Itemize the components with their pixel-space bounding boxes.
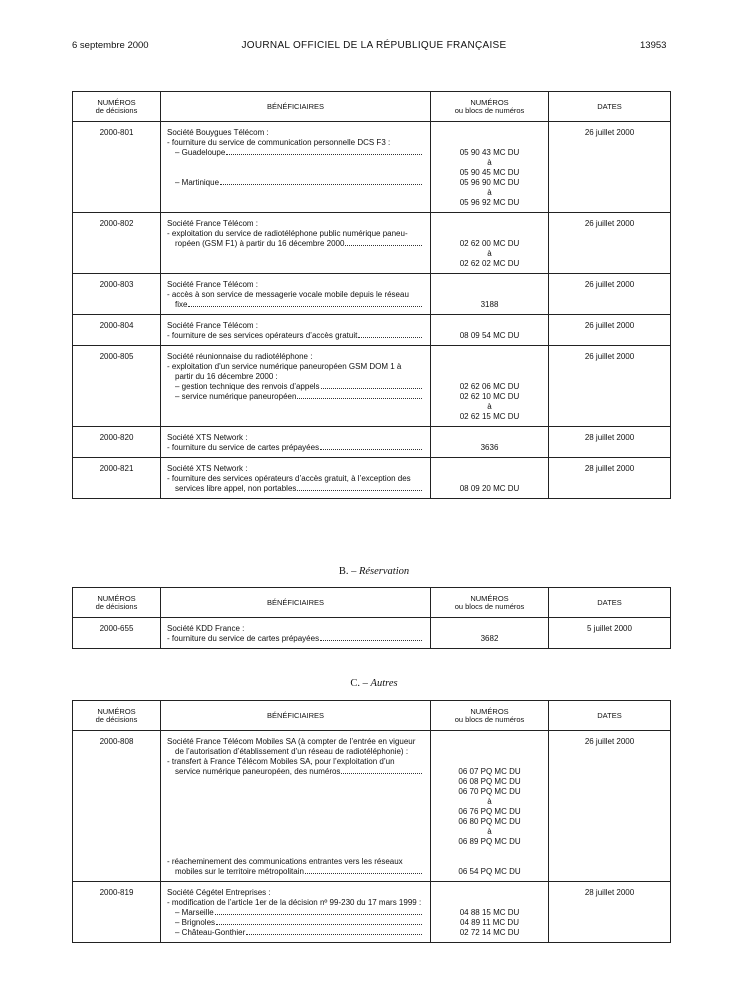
- col-header-dates: DATES: [549, 701, 671, 731]
- decision-number: 2000-805: [73, 346, 161, 427]
- number-block: [437, 474, 542, 484]
- number-block: 06 70 PQ MC DU: [458, 787, 521, 796]
- number-block: à: [487, 402, 492, 411]
- number-block: [437, 290, 542, 300]
- beneficiary-line: partir du 16 décembre 2000 :: [175, 372, 278, 381]
- decision-date: 28 juillet 2000: [549, 882, 671, 943]
- col-header-numeros-line2: ou blocs de numéros: [454, 601, 525, 611]
- decision-date: 26 juillet 2000: [549, 346, 671, 427]
- dot-leader: [216, 923, 422, 925]
- number-block: 06 80 PQ MC DU: [458, 817, 521, 826]
- number-block: à: [487, 797, 492, 806]
- col-header-numeros-line1: NUMÉROS: [470, 706, 509, 716]
- col-header-decisions-line2: de décisions: [95, 714, 138, 724]
- table-row: [73, 618, 671, 649]
- beneficiary-line: [167, 392, 424, 402]
- dot-leader: [321, 387, 422, 389]
- beneficiary-line: [167, 867, 424, 877]
- number-block: [437, 280, 542, 290]
- col-header-decisions: [73, 588, 161, 618]
- number-block: [437, 321, 542, 331]
- spacer: [167, 797, 424, 807]
- beneficiary-line: - accès à son service de messagerie vocale mobile depuis le réseau: [167, 290, 409, 299]
- decision-number: 2000-803: [73, 274, 161, 315]
- decision-number: 2000-820: [73, 427, 161, 458]
- number-block-cell: [431, 274, 549, 315]
- col-header-decisions: [73, 92, 161, 122]
- col-header-decisions-line1: NUMÉROS: [97, 706, 136, 716]
- dot-leader: [297, 489, 422, 491]
- spacer: [167, 158, 424, 168]
- beneficiary-line: [167, 767, 424, 777]
- col-header-beneficiaires: BÉNÉFICIAIRES: [161, 701, 431, 731]
- beneficiary-line-text: services libre appel, non portables: [175, 484, 297, 493]
- beneficiary-cell: [161, 882, 431, 943]
- number-block: 02 62 00 MC DU: [459, 239, 520, 248]
- decision-date: 26 juillet 2000: [549, 274, 671, 315]
- number-block: à: [487, 249, 492, 258]
- beneficiary-line: - réacheminement des communications entrantes vers les réseaux: [167, 857, 403, 866]
- number-block: [437, 757, 542, 767]
- number-block: 06 54 PQ MC DU: [458, 867, 521, 876]
- dot-leader: [341, 772, 422, 774]
- journal-title: JOURNAL OFFICIEL DE LA RÉPUBLIQUE FRANÇAISE: [241, 40, 507, 51]
- col-header-decisions-line1: NUMÉROS: [97, 97, 136, 107]
- col-header-numeros: [431, 588, 549, 618]
- decision-date: 26 juillet 2000: [549, 213, 671, 274]
- col-header-dates: DATES: [549, 92, 671, 122]
- dot-leader: [320, 639, 422, 641]
- number-block: 02 72 14 MC DU: [459, 928, 520, 937]
- spacer: [167, 807, 424, 817]
- number-block: [437, 372, 542, 382]
- table-row: [73, 731, 671, 882]
- header-row: [73, 588, 671, 618]
- beneficiary-line-text: – Marseille: [175, 908, 214, 917]
- beneficiary-line-text: – gestion technique des renvois d’appels: [175, 382, 320, 391]
- beneficiary-line-text: – Brignoles: [175, 918, 216, 927]
- number-block: 06 89 PQ MC DU: [458, 837, 521, 846]
- decision-date: 26 juillet 2000: [549, 315, 671, 346]
- beneficiary-line: Société Bouygues Télécom :: [167, 128, 269, 137]
- beneficiary-line: de l’autorisation d’établissement d’un réseau de radiotéléphonie) :: [175, 747, 409, 756]
- beneficiary-line: [167, 634, 424, 644]
- col-header-numeros: [431, 701, 549, 731]
- number-block-cell: [431, 427, 549, 458]
- col-header-decisions: [73, 701, 161, 731]
- number-block: 05 96 90 MC DU: [459, 178, 520, 187]
- decision-number: 2000-821: [73, 458, 161, 499]
- beneficiary-line-text: mobiles sur le territoire métropolitain: [175, 867, 304, 876]
- beneficiary-line: [167, 239, 424, 249]
- beneficiary-line: - fourniture du service de communication personnelle DCS F3 :: [167, 138, 391, 147]
- beneficiary-line: [167, 908, 424, 918]
- spacer: [167, 168, 424, 178]
- beneficiary-cell: [161, 458, 431, 499]
- dot-leader: [246, 933, 422, 935]
- section-b-prefix: B. –: [338, 566, 357, 577]
- section-c-title: Autres: [370, 678, 398, 689]
- beneficiary-line: [167, 928, 424, 938]
- page-number: 13953: [640, 40, 667, 51]
- beneficiary-line: [167, 443, 424, 453]
- beneficiary-line: [167, 148, 424, 158]
- beneficiary-line: - transfert à France Télécom Mobiles SA, pour l’exploitation d’un: [167, 757, 395, 766]
- beneficiary-line: [167, 484, 424, 494]
- beneficiary-line-text: fixe: [175, 300, 188, 309]
- number-block: 06 08 PQ MC DU: [458, 777, 521, 786]
- col-header-decisions-line2: de décisions: [95, 105, 138, 115]
- section-c-heading: [0, 678, 748, 689]
- beneficiary-line: [167, 331, 424, 341]
- number-block: [437, 898, 542, 908]
- table-row: [73, 122, 671, 213]
- beneficiary-line: Société Cégétel Entreprises :: [167, 888, 271, 897]
- col-header-beneficiaires: BÉNÉFICIAIRES: [161, 588, 431, 618]
- beneficiary-cell: [161, 618, 431, 649]
- dot-leader: [345, 244, 422, 246]
- spacer: [167, 837, 424, 847]
- number-block-cell: [431, 315, 549, 346]
- beneficiary-line: - fourniture des services opérateurs d’accès gratuit, à l’exception des: [167, 474, 411, 483]
- beneficiary-line: Société réunionnaise du radiotéléphone :: [167, 352, 313, 361]
- number-block: 05 90 45 MC DU: [459, 168, 520, 177]
- decision-number: 2000-808: [73, 731, 161, 882]
- table-row: [73, 427, 671, 458]
- spacer: [167, 777, 424, 787]
- number-block-cell: [431, 213, 549, 274]
- header-row: [73, 92, 671, 122]
- number-block: [437, 433, 542, 443]
- beneficiary-line: Société France Télécom :: [167, 280, 259, 289]
- beneficiary-line: Société France Télécom Mobiles SA (à compter de l’entrée en vigueur: [167, 737, 416, 746]
- beneficiary-line: - exploitation d’un service numérique paneuropéen GSM DOM 1 à: [167, 362, 402, 371]
- beneficiary-cell: [161, 427, 431, 458]
- col-header-numeros-line2: ou blocs de numéros: [454, 714, 525, 724]
- section-b-heading: [0, 566, 748, 577]
- dot-leader: [220, 183, 422, 185]
- number-block: 04 89 11 MC DU: [460, 918, 519, 927]
- table-row: [73, 315, 671, 346]
- number-block: [437, 352, 542, 362]
- beneficiary-line: [167, 300, 424, 310]
- number-block: 3636: [480, 443, 499, 452]
- number-block: à: [487, 188, 492, 197]
- number-block: [437, 138, 542, 148]
- number-block: [437, 747, 542, 757]
- beneficiary-line: - exploitation du service de radiotéléphone public numérique paneu-: [167, 229, 408, 238]
- decisions-table-autres: [72, 700, 671, 943]
- number-block: [437, 888, 542, 898]
- number-block: [437, 362, 542, 372]
- dot-leader: [305, 872, 422, 874]
- number-block: 08 09 20 MC DU: [459, 484, 520, 493]
- decision-date: 26 juillet 2000: [549, 731, 671, 882]
- dot-leader: [320, 448, 422, 450]
- number-block: à: [487, 158, 492, 167]
- beneficiary-line-text: - fourniture de ses services opérateurs d’accès gratuit: [167, 331, 358, 340]
- col-header-numeros-line1: NUMÉROS: [470, 97, 509, 107]
- number-block: 05 96 92 MC DU: [459, 198, 520, 207]
- beneficiary-line-text: - fourniture du service de cartes prépayées: [167, 443, 320, 452]
- dot-leader: [215, 913, 422, 915]
- number-block: [437, 857, 542, 867]
- beneficiary-line: [167, 918, 424, 928]
- beneficiary-cell: [161, 346, 431, 427]
- number-block: 02 62 02 MC DU: [459, 259, 520, 268]
- number-block: [437, 229, 542, 239]
- number-block: 02 62 10 MC DU: [459, 392, 520, 401]
- decision-number: 2000-804: [73, 315, 161, 346]
- beneficiary-line: [167, 178, 424, 188]
- col-header-decisions-line1: NUMÉROS: [97, 593, 136, 603]
- number-block: [437, 464, 542, 474]
- number-block: 3682: [480, 634, 499, 643]
- decisions-table-reservation: [72, 587, 671, 649]
- section-b-title: Réservation: [358, 566, 410, 577]
- beneficiary-line-text: service numérique paneuropéen, des numéros: [175, 767, 341, 776]
- spacer: [167, 827, 424, 837]
- number-block: 3188: [480, 300, 499, 309]
- number-block-cell: [431, 882, 549, 943]
- beneficiary-line: Société France Télécom :: [167, 321, 259, 330]
- number-block-cell: [431, 618, 549, 649]
- dot-leader: [358, 336, 422, 338]
- decision-number: 2000-655: [73, 618, 161, 649]
- section-c-prefix: C. –: [350, 678, 368, 689]
- header-date: 6 septembre 2000: [72, 40, 149, 51]
- beneficiary-line-text: – service numérique paneuropéen: [175, 392, 297, 401]
- spacer: [167, 817, 424, 827]
- spacer: [167, 787, 424, 797]
- beneficiary-line: Société XTS Network :: [167, 464, 248, 473]
- decision-date: 26 juillet 2000: [549, 122, 671, 213]
- col-header-beneficiaires: BÉNÉFICIAIRES: [161, 92, 431, 122]
- dot-leader: [297, 397, 422, 399]
- decision-number: 2000-819: [73, 882, 161, 943]
- number-block: à: [487, 827, 492, 836]
- beneficiary-line-text: - fourniture du service de cartes prépayées: [167, 634, 320, 643]
- decision-date: 5 juillet 2000: [549, 618, 671, 649]
- decision-number: 2000-802: [73, 213, 161, 274]
- number-block: 06 07 PQ MC DU: [458, 767, 521, 776]
- col-header-numeros: [431, 92, 549, 122]
- number-block-cell: [431, 122, 549, 213]
- beneficiary-line: Société France Télécom :: [167, 219, 259, 228]
- beneficiary-cell: [161, 213, 431, 274]
- header-row: [73, 701, 671, 731]
- number-block-cell: [431, 346, 549, 427]
- beneficiary-line-text: ropéen (GSM F1) à partir du 16 décembre 2000: [175, 239, 345, 248]
- table-row: [73, 274, 671, 315]
- number-block: 08 09 54 MC DU: [459, 331, 520, 340]
- col-header-numeros-line2: ou blocs de numéros: [454, 105, 525, 115]
- dot-leader: [226, 153, 422, 155]
- table-row: [73, 346, 671, 427]
- col-header-dates: DATES: [549, 588, 671, 618]
- table-row: [73, 458, 671, 499]
- number-block: [437, 128, 542, 138]
- number-block: 06 76 PQ MC DU: [458, 807, 521, 816]
- decision-date: 28 juillet 2000: [549, 458, 671, 499]
- number-block: [437, 624, 542, 634]
- number-block: 04 88 15 MC DU: [459, 908, 520, 917]
- number-block: 05 90 43 MC DU: [459, 148, 520, 157]
- beneficiary-cell: [161, 122, 431, 213]
- beneficiary-cell: [161, 731, 431, 882]
- number-block-cell: [431, 458, 549, 499]
- decisions-table-attribution: [72, 91, 671, 499]
- beneficiary-line: Société KDD France :: [167, 624, 245, 633]
- col-header-numeros-line1: NUMÉROS: [470, 593, 509, 603]
- number-block-cell: [431, 731, 549, 882]
- number-block: [437, 847, 542, 857]
- table-row: [73, 213, 671, 274]
- beneficiary-cell: [161, 274, 431, 315]
- number-block: [437, 219, 542, 229]
- beneficiary-line-text: – Château-Gonthier: [175, 928, 246, 937]
- decision-date: 28 juillet 2000: [549, 427, 671, 458]
- beneficiary-line: Société XTS Network :: [167, 433, 248, 442]
- beneficiary-line-text: – Guadeloupe: [175, 148, 226, 157]
- number-block: 02 62 06 MC DU: [459, 382, 520, 391]
- col-header-decisions-line2: de décisions: [95, 601, 138, 611]
- table-row: [73, 882, 671, 943]
- number-block: 02 62 15 MC DU: [459, 412, 520, 421]
- dot-leader: [188, 305, 422, 307]
- spacer: [167, 847, 424, 857]
- beneficiary-line: - modification de l’article 1er de la décision nº 99-230 du 17 mars 1999 :: [167, 898, 422, 907]
- decision-number: 2000-801: [73, 122, 161, 213]
- number-block: [437, 737, 542, 747]
- beneficiary-line-text: – Martinique: [175, 178, 220, 187]
- beneficiary-line: [167, 382, 424, 392]
- beneficiary-cell: [161, 315, 431, 346]
